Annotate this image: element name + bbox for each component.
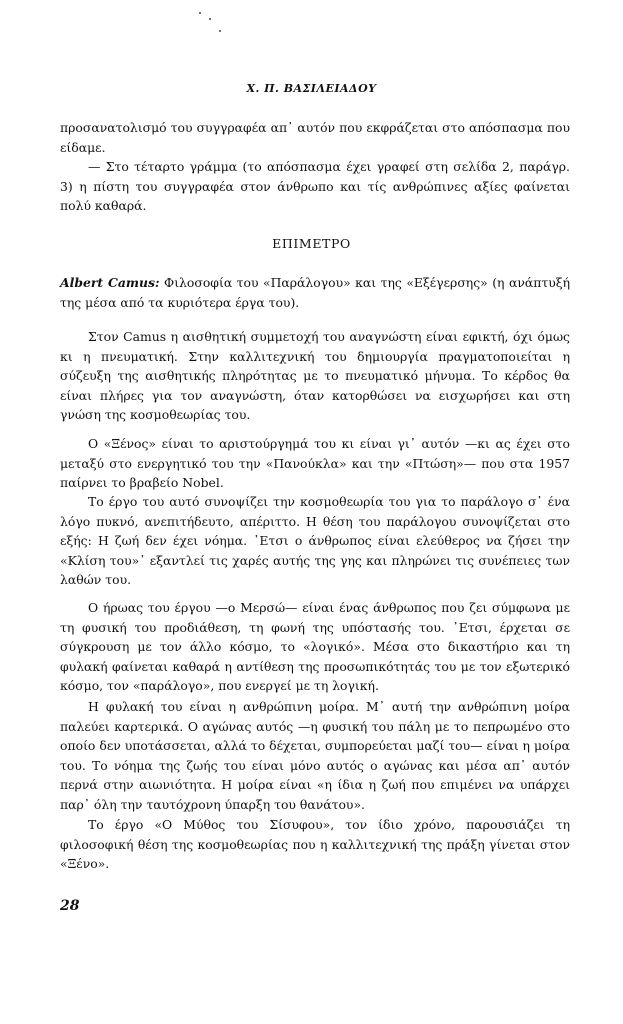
body-paragraph: Η φυλακή του είναι η ανθρώπινη μοίρα. Μ᾽ αυτή την ανθρώπινη μοίρα παλεύει καρτερικά. Ο αγώνας αυτός —η φυσική του πάλη με το πεπρωμένο στο οποίο δεν υποτάσσεται, αλλά το δέχεται, συμπορεύεται μαζί του— είναι η μοίρα του. Το νόημα της ζωής του είναι μόνο αυτός ο αγώνας και μέσα απ᾽ αυτόν περνά στην αιωνιότητα. Η μοίρα είναι «η ίδια η ζωή που επιμένει να υπάρχει παρ᾽ όλη την ταυτόχρονη ύπαρξη του θανάτου». bbox=[60, 699, 570, 812]
body-paragraph: Στον Camus η αισθητική συμμετοχή του αναγνώστη είναι εφικτή, όχι όμως κι η πνευματική. Στην καλλιτεχνική του δημιουργία πραγματοποιείται η σύζευξη της αισθητικής πληρότητας με το πνευματικό μήνυμα. Το κέρδος θα είναι πλήρες για τον αναγνώστη, όταν κατορθώσει να εισχωρήσει και στη γνώση της κοσμοθεωρίας του. bbox=[60, 329, 570, 422]
body-paragraph: Το έργο του αυτό συνοψίζει την κοσμοθεωρία του για το παράλογο σ᾽ ένα λόγο πυκνό, ανεπιτήδευτο, απέριττο. Η θέση του παράλογου συνοψίζεται στο εξής: Η ζωή δεν έχει νόημα. ᾽Ετσι ο άνθρωπος είναι ελεύθερος να ζήσει την «Κλίση του»᾽ εξαντλεί τις χαρές αυτής της γης και πληρώνει τις συνέπειες των λαθών του. bbox=[60, 494, 570, 587]
body-paragraph: Ο ήρωας του έργου —ο Μερσώ— είναι ένας άνθρωπος που ζει σύμφωνα με τη φυσική του προδιάθεση, τη φωνή της υπόστασής του. ᾽Ετσι, έρχεται σε σύγκρουση με τον άλλο κόσμο, το «λογικό». Μέσα στο δικαστήριο και τη φυλακή φαίνεται καθαρά η αντίθεση της προσωπικότητάς του με τον εξωτερικό κόσμο, τον «παράλογο», που ενεργεί με τη λογική. bbox=[60, 600, 570, 693]
section-lead bbox=[60, 273, 570, 312]
page-number: 28 bbox=[60, 898, 80, 914]
body-paragraph: Ο «Ξένος» είναι το αριστούργημά του κι είναι γι᾽ αυτόν —κι ας έχει στο μεταξύ στο ενεργητικό του την «Πανούκλα» και την «Πτώση»— που στα 1957 παίρνει το βραβείο Nobel. bbox=[60, 436, 570, 490]
intro-paragraph: προσανατολισμό του συγγραφέα απ᾽ αυτόν που εκφράζεται στο απόσπασμα που είδαμε. bbox=[60, 120, 570, 155]
intro-paragraph: — Στο τέταρτο γράμμα (το απόσπασμα έχει γραφεί στη σελίδα 2, παράγρ. 3) η πίστη του συγγραφέα στον άνθρωπο και τίς ανθρώπινες αξίες φαίνεται πολύ καθαρά. bbox=[60, 159, 570, 213]
lead-author: Albert Camus: bbox=[60, 275, 160, 290]
scan-specks bbox=[195, 8, 235, 38]
lead-text: Φιλοσοφία του «Παράλογου» και της «Εξέγερσης» (η ανάπτυξή της μέσα από τα κυριότερα έργα του). bbox=[60, 275, 570, 310]
body-paragraph: Το έργο «Ο Μύθος του Σίσυφου», τον ίδιο χρόνο, παρουσιάζει τη φιλοσοφική θέση της κοσμοθεωρίας που η καλλιτεχνική της πράξη γίνεται στον «Ξένο». bbox=[60, 817, 570, 871]
section-title: ΕΠΙΜΕΤΡΟ bbox=[272, 236, 351, 251]
running-header: Χ. Π. ΒΑΣΙΛΕΙΑΔΟΥ bbox=[246, 82, 377, 95]
